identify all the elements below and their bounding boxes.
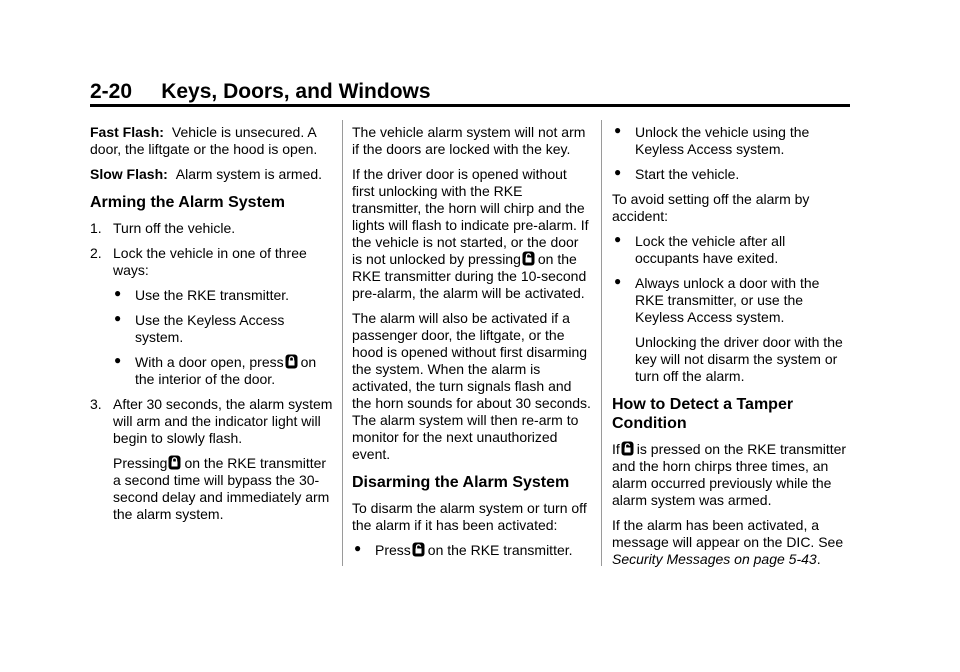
list-item: [112, 354, 335, 388]
column-middle: [352, 124, 592, 567]
bullet-icon: ●: [114, 353, 122, 367]
list-item: [112, 312, 335, 346]
list-item-text: Use the RKE transmitter.: [135, 287, 290, 303]
list-item-text: Press: [375, 542, 411, 558]
step-text: Lock the vehicle in one of three ways:: [113, 245, 307, 278]
fast-flash-paragraph: [90, 124, 335, 158]
cross-reference-link[interactable]: Security Messages on page 5-43: [612, 551, 817, 567]
list-item-text: Lock the vehicle after all occupants have exited.: [635, 233, 786, 266]
tamper-heading: How to Detect a Tamper Condition: [612, 396, 794, 432]
step-3: [90, 396, 335, 447]
column-left: [90, 124, 335, 531]
page-title: 2-20 Keys, Doors, and Windows: [90, 80, 431, 103]
list-item: [612, 124, 852, 158]
step-number: 2.: [90, 245, 102, 261]
bullet-icon: ●: [114, 286, 122, 300]
list-item-text: on the interior of the door.: [135, 354, 317, 387]
arming-heading: Arming the Alarm System: [90, 194, 286, 211]
list-item: [612, 233, 852, 267]
unlock-button-icon: [412, 542, 425, 557]
step-number: 3.: [90, 396, 102, 412]
column-divider: [601, 120, 602, 566]
step-text: After 30 seconds, the alarm system will arm and the indicator light will begin to slowly flash.: [113, 396, 333, 446]
bullet-icon: ●: [614, 274, 622, 288]
column-right: [612, 124, 852, 576]
step-3-continued: [90, 455, 335, 523]
paragraph: The vehicle alarm system will not arm if the doors are locked with the key.: [352, 124, 586, 157]
disarming-heading: Disarming the Alarm System: [352, 474, 570, 491]
bullet-icon: ●: [614, 165, 622, 179]
step-text: on the RKE transmitter a second time will bypass the 30-second delay and immediately arm the alarm system.: [113, 455, 330, 522]
paragraph: [352, 166, 592, 302]
bullet-icon: ●: [114, 311, 122, 325]
fast-flash-desc: Vehicle is unsecured. A door, the liftgate or the hood is open.: [90, 124, 318, 157]
step-text: Turn off the vehicle.: [113, 220, 236, 236]
unlock-button-icon: [621, 441, 634, 456]
paragraph: To disarm the alarm system or turn off the alarm if it has been activated:: [352, 500, 587, 533]
list-item: [612, 275, 852, 326]
paragraph: [612, 517, 852, 568]
step-number: 1.: [90, 220, 102, 236]
step-2: [90, 245, 335, 279]
paragraph-text: is pressed on the RKE transmitter and the horn chirps three times, an alarm occurred previously while the alarm system was armed.: [612, 441, 847, 508]
list-item: [112, 287, 335, 304]
slow-flash-paragraph: [90, 166, 335, 183]
step-text: Pressing: [113, 455, 168, 471]
paragraph-text: If: [612, 441, 620, 457]
lock-button-icon: [168, 455, 181, 470]
paragraph: To avoid setting off the alarm by accident:: [612, 191, 810, 224]
bullet-icon: ●: [354, 541, 362, 555]
bullet-icon: ●: [614, 232, 622, 246]
fast-flash-term: Fast Flash:: [90, 124, 164, 140]
list-item-text: With a door open, press: [135, 354, 284, 370]
header-rule: [90, 104, 850, 107]
column-divider: [342, 120, 343, 566]
lock-button-icon: [285, 354, 298, 369]
paragraph-text: If the alarm has been activated, a message will appear on the DIC. See: [612, 517, 844, 550]
step-1: [90, 220, 335, 237]
list-item-text: Always unlock a door with the RKE transmitter, or use the Keyless Access system.: [635, 275, 820, 325]
paragraph-text: on the RKE transmitter during the 10-second pre-alarm, the alarm will be activated.: [352, 251, 587, 301]
list-item-text: Start the vehicle.: [635, 166, 740, 182]
list-item-text: Use the Keyless Access system.: [135, 312, 285, 345]
list-item-text: Unlock the vehicle using the Keyless Access system.: [635, 124, 810, 157]
paragraph-text: If the driver door is opened without first unlocking with the RKE transmitter, the horn will chirp and the lights will flash to indicate pre-alarm. If the vehicle is not started, or the door is not unlocked by pressing: [352, 166, 589, 267]
slow-flash-term: Slow Flash:: [90, 166, 168, 182]
slow-flash-desc: Alarm system is armed.: [175, 166, 323, 182]
paragraph: [612, 441, 852, 509]
page-header: [90, 80, 431, 104]
unlock-button-icon: [522, 251, 535, 266]
paragraph: The alarm will also be activated if a passenger door, the liftgate, or the hood is opened without first disarming the system. When the alarm is activated, the turn signals flash and the horn sounds for about 30 seconds. The alarm system will then re-arm to monitor for the next unauthorized event.: [352, 310, 591, 462]
paragraph-text: .: [816, 551, 821, 567]
note-paragraph: Unlocking the driver door with the key will not disarm the system or turn off the alarm.: [635, 334, 843, 384]
bullet-icon: ●: [614, 123, 622, 137]
list-item-text: on the RKE transmitter.: [427, 542, 573, 558]
list-item: [612, 166, 852, 183]
list-item: [352, 542, 592, 559]
